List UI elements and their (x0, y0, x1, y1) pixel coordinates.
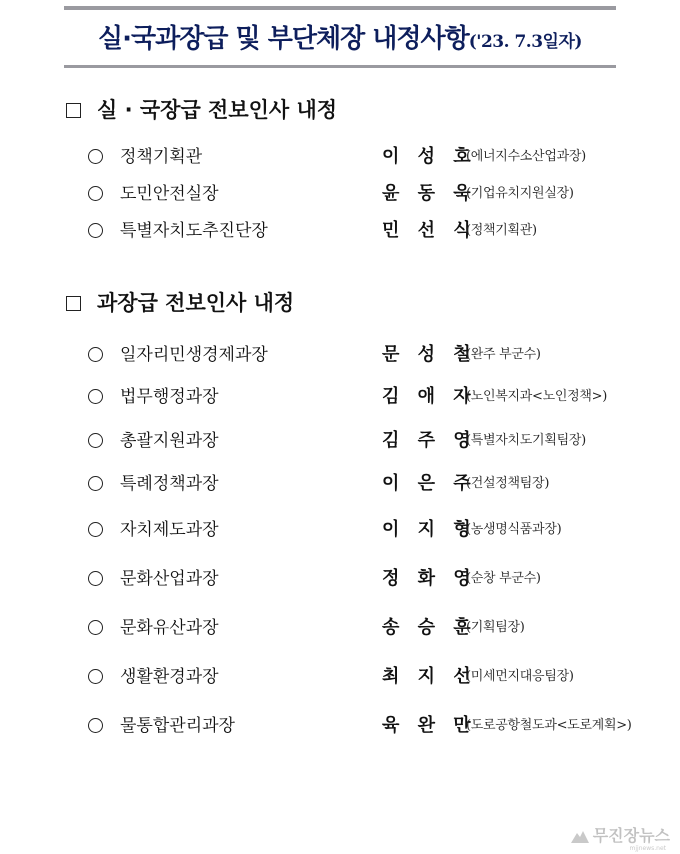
position-title: 특례정책과장 (120, 474, 219, 494)
person-name: 이 지 형 (382, 519, 477, 540)
circle-bullet-icon (88, 433, 103, 448)
circle-bullet-icon (88, 149, 103, 164)
circle-bullet-icon (88, 223, 103, 238)
top-rule (64, 6, 616, 10)
list-item (88, 428, 648, 454)
previous-post: (순창 부군수) (466, 571, 541, 586)
section-heading-manager (66, 290, 294, 316)
previous-post: (완주 부군수) (466, 347, 541, 362)
person-name: 윤 동 욱 (382, 183, 477, 204)
position-title: 일자리민생경제과장 (120, 345, 268, 365)
position-title: 특별자치도추진단장 (120, 221, 268, 241)
previous-post: (정책기획관) (466, 223, 537, 238)
previous-post: (특별자치도기획팀장) (466, 433, 586, 448)
circle-bullet-icon (88, 389, 103, 404)
list-item (88, 713, 648, 739)
person-name: 김 애 자 (382, 386, 477, 407)
list-item (88, 218, 648, 244)
section-heading-director (66, 97, 337, 123)
circle-bullet-icon (88, 669, 103, 684)
mountain-logo-icon (571, 829, 589, 843)
position-title: 도민안전실장 (120, 184, 219, 204)
person-name: 이 성 호 (382, 146, 477, 167)
position-title: 법무행정과장 (120, 387, 219, 407)
list-item (88, 615, 648, 641)
list-item (88, 384, 648, 410)
list-item (88, 342, 648, 368)
position-title: 문화유산과장 (120, 618, 219, 638)
position-title: 총괄지원과장 (120, 431, 219, 451)
previous-post: (기획팀장) (466, 620, 525, 635)
list-item (88, 181, 648, 207)
circle-bullet-icon (88, 347, 103, 362)
previous-post: (노인복지과<노인정책>) (466, 389, 608, 404)
list-item (88, 144, 648, 170)
section-heading-text: 실 · 국장급 전보인사 내정 (97, 98, 338, 122)
page-title (64, 16, 616, 62)
circle-bullet-icon (88, 476, 103, 491)
person-name: 이 은 주 (382, 473, 477, 494)
person-name: 송 승 훈 (382, 617, 477, 638)
previous-post: (농생명식품과장) (466, 522, 562, 537)
watermark (571, 823, 670, 852)
checkbox-square-icon (66, 296, 81, 311)
position-title: 자치제도과장 (120, 520, 219, 540)
position-title: 문화산업과장 (120, 569, 219, 589)
circle-bullet-icon (88, 186, 103, 201)
circle-bullet-icon (88, 571, 103, 586)
list-item (88, 664, 648, 690)
position-title: 물통합관리과장 (120, 716, 235, 736)
previous-post: (에너지수소산업과장) (466, 149, 586, 164)
person-name: 정 화 영 (382, 568, 477, 589)
previous-post: (건설정책팀장) (466, 476, 550, 491)
circle-bullet-icon (88, 620, 103, 635)
person-name: 김 주 영 (382, 430, 477, 451)
previous-post: (도로공항철도과<도로계획>) (466, 718, 632, 733)
watermark-url: mjjnews.net (629, 845, 666, 852)
list-item (88, 566, 648, 592)
checkbox-square-icon (66, 103, 81, 118)
circle-bullet-icon (88, 718, 103, 733)
position-title: 생활환경과장 (120, 667, 219, 687)
list-item (88, 517, 648, 543)
list-item (88, 471, 648, 497)
person-name: 문 성 철 (382, 344, 477, 365)
section-heading-text: 과장급 전보인사 내정 (97, 291, 295, 315)
title-date: ('23. 7.3일자) (468, 32, 582, 52)
bottom-rule (64, 65, 616, 68)
person-name: 육 완 만 (382, 715, 477, 736)
person-name: 최 지 선 (382, 666, 477, 687)
watermark-brand: 무진장뉴스 (592, 826, 670, 845)
previous-post: (기업유치지원실장) (466, 186, 574, 201)
position-title: 정책기획관 (120, 147, 203, 167)
title-text: 실·국과장급 및 부단체장 내정사항 (98, 24, 469, 54)
person-name: 민 선 식 (382, 220, 477, 241)
circle-bullet-icon (88, 522, 103, 537)
previous-post: (미세먼지대응팀장) (466, 669, 574, 684)
